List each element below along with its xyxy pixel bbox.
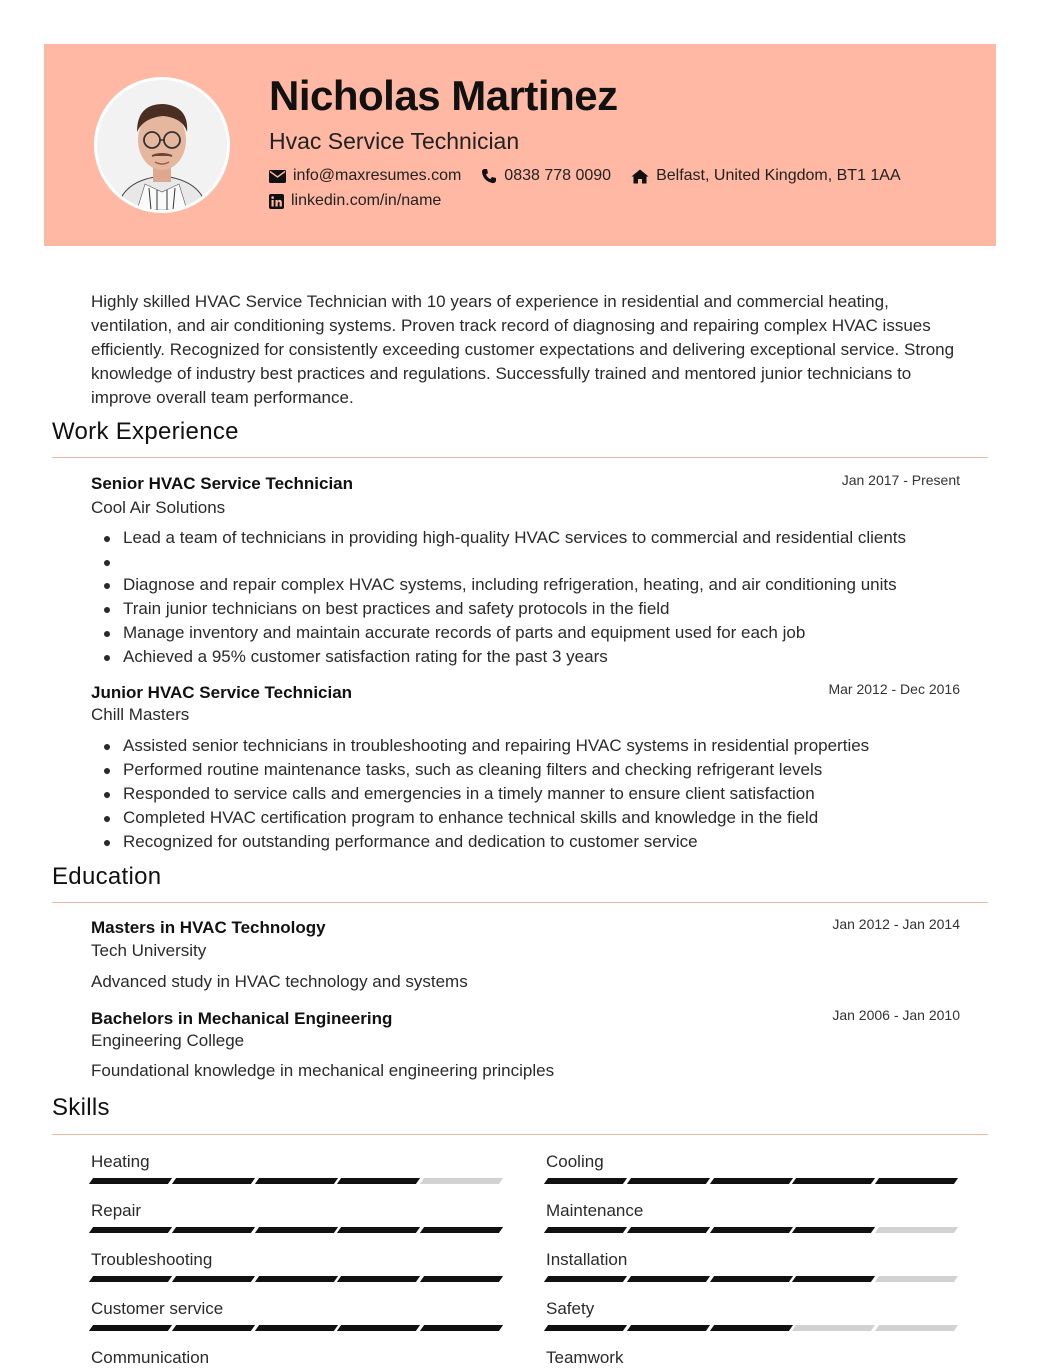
job-bullets (91, 573, 981, 669)
skill-segment-filled (89, 1325, 172, 1331)
school-name: Tech University (91, 941, 207, 960)
skill-segment-filled (709, 1325, 792, 1331)
skill-item (546, 1297, 960, 1331)
skill-segment-empty (875, 1276, 958, 1282)
skill-segment-filled (544, 1276, 627, 1282)
contact-linkedin[interactable] (269, 192, 441, 210)
skill-name: Safety (546, 1299, 595, 1318)
candidate-name: Nicholas Martinez (269, 72, 618, 119)
skill-segment-filled (89, 1178, 172, 1184)
skill-segment-filled (709, 1227, 792, 1233)
phone-icon (481, 168, 497, 184)
skill-segment-filled (337, 1178, 420, 1184)
skill-segment-filled (172, 1325, 255, 1331)
linkedin-text: linkedin.com/in/name (291, 192, 442, 209)
skill-segment-empty (792, 1325, 875, 1331)
section-title-work: Work Experience (52, 418, 239, 445)
skill-segment-filled (709, 1178, 792, 1184)
section-title-education: Education (52, 863, 162, 890)
skill-segment-filled (337, 1276, 420, 1282)
degree-title: Masters in HVAC Technology (91, 918, 326, 937)
skill-segment-filled (420, 1276, 503, 1282)
skill-name: Troubleshooting (91, 1250, 213, 1269)
skill-item (546, 1199, 960, 1233)
skill-segment-filled (172, 1227, 255, 1233)
skill-segment-filled (875, 1178, 958, 1184)
education-description: Foundational knowledge in mechanical engineering principles (91, 1061, 555, 1080)
skill-segment-filled (544, 1325, 627, 1331)
contact-email[interactable] (269, 167, 461, 185)
degree-title: Bachelors in Mechanical Engineering (91, 1009, 393, 1028)
skill-segment-filled (544, 1178, 627, 1184)
skill-rating-bar (91, 1276, 505, 1282)
skill-segment-filled (254, 1276, 337, 1282)
skill-rating-bar (91, 1325, 505, 1331)
skill-name: Customer service (91, 1299, 224, 1318)
list-spacer (91, 550, 981, 574)
contact-address (631, 167, 901, 185)
skill-item (546, 1248, 960, 1282)
section-divider (52, 902, 988, 903)
resume-header (44, 44, 996, 246)
education-dates: Jan 2006 - Jan 2010 (832, 1007, 960, 1023)
skill-segment-filled (627, 1178, 710, 1184)
skill-segment-filled (254, 1325, 337, 1331)
skill-segment-filled (337, 1325, 420, 1331)
job-title: Junior HVAC Service Technician (91, 683, 353, 702)
skill-segment-filled (420, 1325, 503, 1331)
list-item: Responded to service calls and emergencies in a timely manner to ensure client satisfaction (91, 782, 981, 806)
skill-item (91, 1346, 505, 1372)
envelope-icon (269, 170, 286, 183)
skill-item (91, 1297, 505, 1331)
contact-row (269, 167, 921, 185)
contact-row-2 (269, 192, 461, 210)
job-company: Chill Masters (91, 705, 190, 724)
skill-name: Teamwork (546, 1348, 624, 1367)
skill-item (546, 1346, 960, 1372)
skill-rating-bar (546, 1178, 960, 1184)
list-item: Train junior technicians on best practices and safety protocols in the field (91, 597, 981, 621)
skill-segment-filled (709, 1276, 792, 1282)
skill-rating-bar (91, 1178, 505, 1184)
skill-name: Maintenance (546, 1201, 644, 1220)
education-description: Advanced study in HVAC technology and systems (91, 972, 468, 991)
list-item: Diagnose and repair complex HVAC systems, including refrigeration, heating, and air conditioning units (91, 573, 981, 597)
skill-segment-empty (420, 1178, 503, 1184)
skill-segment-empty (875, 1325, 958, 1331)
skill-rating-bar (546, 1276, 960, 1282)
skill-segment-filled (254, 1227, 337, 1233)
skill-rating-bar (546, 1325, 960, 1331)
job-bullets (91, 734, 981, 854)
skill-rating-bar (546, 1227, 960, 1233)
list-item: Completed HVAC certification program to enhance technical skills and knowledge in the field (91, 806, 981, 830)
skill-segment-filled (337, 1227, 420, 1233)
job-company: Cool Air Solutions (91, 498, 226, 517)
skill-segment-filled (420, 1227, 503, 1233)
list-item: Recognized for outstanding performance and dedication to customer service (91, 830, 981, 854)
skill-name: Cooling (546, 1152, 604, 1171)
candidate-title: Hvac Service Technician (269, 128, 520, 154)
skill-segment-filled (254, 1178, 337, 1184)
email-text: info@maxresumes.com (293, 167, 462, 184)
skill-segment-filled (627, 1325, 710, 1331)
skill-name: Communication (91, 1348, 210, 1367)
list-item: Performed routine maintenance tasks, such as cleaning filters and checking refrigerant levels (91, 758, 981, 782)
list-item: Manage inventory and maintain accurate records of parts and equipment used for each job (91, 621, 981, 645)
skill-segment-filled (792, 1178, 875, 1184)
job-dates: Mar 2012 - Dec 2016 (828, 681, 960, 697)
skill-name: Repair (91, 1201, 142, 1220)
skill-segment-filled (627, 1227, 710, 1233)
skill-item (91, 1199, 505, 1233)
job-bullets (91, 526, 981, 574)
skill-name: Heating (91, 1152, 150, 1171)
address-text: Belfast, United Kingdom, BT1 1AA (656, 167, 901, 184)
home-icon (631, 169, 649, 184)
contact-phone[interactable] (481, 167, 611, 185)
professional-summary: Highly skilled HVAC Service Technician with 10 years of experience in residential and commercial heating, ventilation, and air conditioning systems. Proven track record of diagnosing and repairing complex HVAC issues efficiently. Recognized for consistently exceeding customer expectations and delivering exceptional service. Strong knowledge of industry best practices and regulations. Successfully trained and mentored junior technicians to improve overall team performance. (91, 292, 955, 407)
job-dates: Jan 2017 - Present (841, 472, 960, 488)
profile-photo-icon (97, 80, 227, 210)
phone-text: 0838 778 0090 (504, 167, 612, 184)
education-dates: Jan 2012 - Jan 2014 (832, 916, 960, 932)
skill-rating-bar (91, 1227, 505, 1233)
skill-item (91, 1248, 505, 1282)
skill-segment-filled (89, 1276, 172, 1282)
section-title-skills: Skills (52, 1094, 110, 1121)
skill-segment-filled (172, 1178, 255, 1184)
section-divider (52, 457, 988, 458)
job-title: Senior HVAC Service Technician (91, 474, 354, 493)
skill-item (546, 1150, 960, 1184)
skill-segment-filled (89, 1227, 172, 1233)
skill-segment-filled (172, 1276, 255, 1282)
skill-segment-filled (627, 1276, 710, 1282)
list-item: Assisted senior technicians in troubleshooting and repairing HVAC systems in residential properties (91, 734, 981, 758)
skill-name: Installation (546, 1250, 628, 1269)
skill-segment-empty (875, 1227, 958, 1233)
skill-item (91, 1150, 505, 1184)
list-item: Achieved a 95% customer satisfaction rating for the past 3 years (91, 645, 981, 669)
skill-segment-filled (792, 1227, 875, 1233)
avatar (94, 77, 230, 213)
section-divider (52, 1134, 988, 1135)
linkedin-icon (269, 194, 284, 209)
school-name: Engineering College (91, 1031, 245, 1050)
list-item: Lead a team of technicians in providing high-quality HVAC services to commercial and residential clients (91, 526, 981, 550)
skill-segment-filled (544, 1227, 627, 1233)
skill-segment-filled (792, 1276, 875, 1282)
